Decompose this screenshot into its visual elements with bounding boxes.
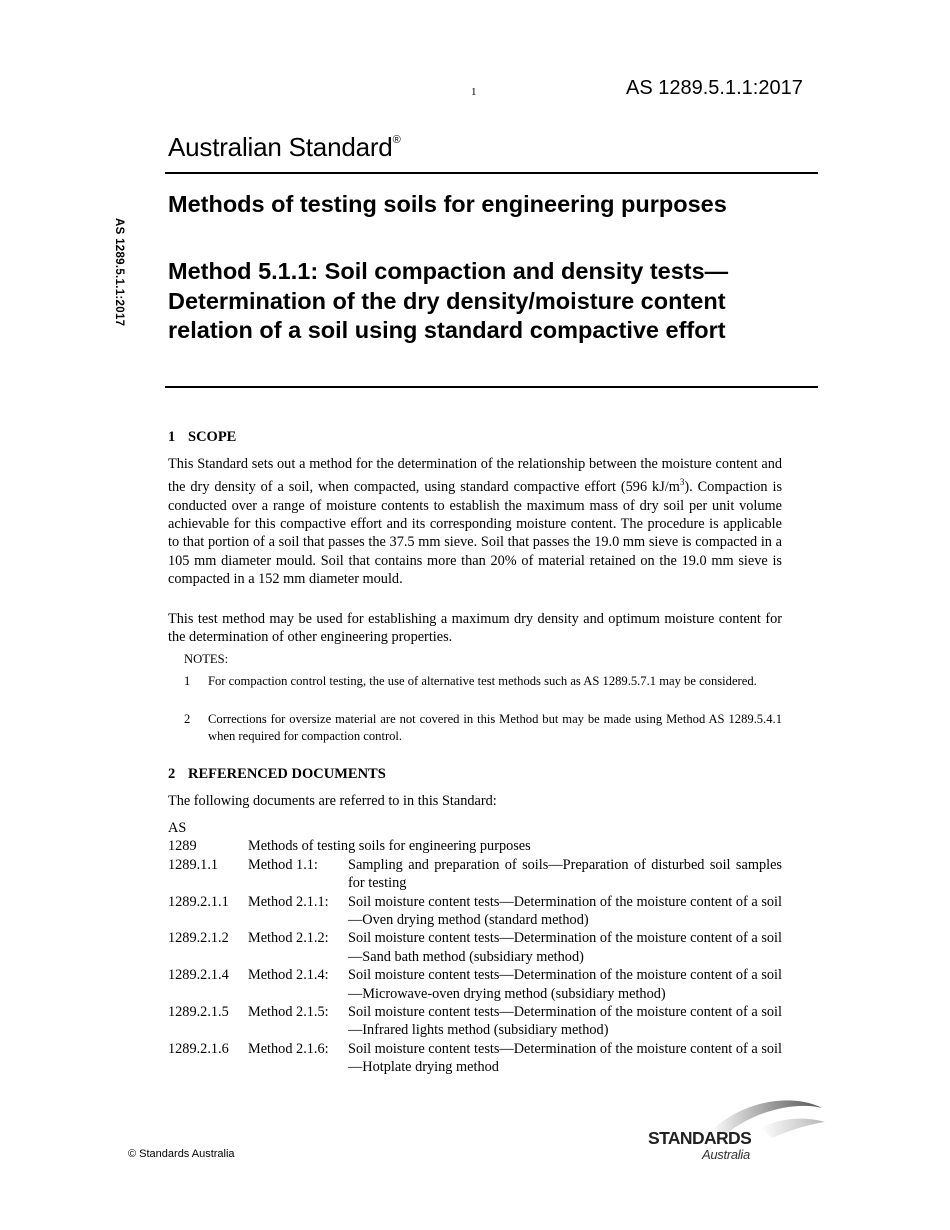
- note-item: [184, 711, 782, 746]
- standards-australia-logo: [640, 1094, 830, 1166]
- logo-wordmark: STANDARDS: [648, 1128, 752, 1148]
- section-heading-scope: [168, 429, 236, 446]
- reference-title: Soil moisture content tests—Determination of the moisture content of a soil—Oven drying method (standard method): [348, 893, 782, 929]
- references-list: [168, 819, 782, 1077]
- document-title: Methods of testing soils for engineering purposes: [168, 191, 727, 217]
- section-title: SCOPE: [188, 429, 237, 445]
- reference-code: 1289.2.1.6: [168, 1040, 229, 1057]
- reference-method: Method 2.1.5:: [248, 1004, 329, 1021]
- reference-row: [168, 856, 782, 893]
- reference-code: 1289.2.1.4: [168, 967, 229, 984]
- scope-text-b: ). Compaction is conducted over a range of moisture contents to establish the maximum mass of dry soil per unit volume achievable for this compactive effort and its corresponding moisture content. The procedure is applicable to that portion of a soil that passes the 37.5 mm sieve. Soil that passes the 19.0 mm sieve is compacted in a 105 mm diameter mould. Soil that contains more than 20% of material retained on the 19.0 mm sieve is compacted in a 152 mm diameter mould.: [168, 479, 783, 588]
- title-rule-bottom: [165, 386, 818, 388]
- note-text: For compaction control testing, the use of alternative test methods such as AS 1289.5.7.1 may be considered.: [208, 674, 757, 688]
- reference-title: Soil moisture content tests—Determination of the moisture content of a soil—Infrared lights method (subsidiary method): [348, 1004, 782, 1039]
- reference-code: 1289.2.1.2: [168, 930, 229, 947]
- reference-title: Sampling and preparation of soils—Preparation of disturbed soil samples for testing: [348, 856, 782, 892]
- copyright-notice: © Standards Australia: [128, 1148, 235, 1160]
- reference-title: Soil moisture content tests—Determination of the moisture content of a soil—Microwave-oven drying method (subsidiary method): [348, 967, 782, 1002]
- reference-method: Method 2.1.2:: [248, 930, 329, 947]
- reference-row: [168, 929, 782, 966]
- reference-method: Method 2.1.4:: [248, 967, 329, 984]
- note-number: 2: [184, 712, 191, 726]
- scope-paragraph-2: This test method may be used for establishing a maximum dry density and optimum moisture content for the determination of other engineering properties.: [168, 611, 782, 646]
- reference-row: [168, 966, 782, 1003]
- references-intro: The following documents are referred to in this Standard:: [168, 793, 497, 809]
- reference-row: [168, 1003, 782, 1040]
- reference-code: 1289: [168, 838, 197, 855]
- superscript: 3: [679, 477, 685, 488]
- reference-method: Method 2.1.1:: [248, 893, 329, 910]
- reference-method: Method 1.1:: [248, 856, 318, 873]
- section-number: 1: [168, 429, 176, 445]
- title-rule-top: [165, 172, 818, 174]
- reference-title: Soil moisture content tests—Determination of the moisture content of a soil—Sand bath method (subsidiary method): [348, 930, 782, 965]
- reference-method: Methods of testing soils for engineering purposes: [248, 838, 531, 855]
- reference-method: Method 2.1.6:: [248, 1040, 329, 1057]
- scope-text-a: This Standard sets out a method for the determination of the relationship between the moisture content and the dry density of a soil, when compacted, using standard compactive effort (596 kJ/m: [168, 456, 782, 496]
- logo-subtitle: Australia: [702, 1147, 750, 1162]
- scope-paragraph-1: [168, 455, 782, 589]
- brand-title: [168, 132, 400, 163]
- notes-label: NOTES:: [184, 652, 229, 666]
- series-label: AS: [168, 820, 187, 836]
- section-heading-references: [168, 766, 386, 783]
- reference-row: [168, 1040, 782, 1077]
- note-item: [184, 673, 782, 690]
- registered-mark: ®: [392, 134, 401, 146]
- spine-code: AS 1289.5.1.1:2017: [113, 218, 125, 327]
- note-text: Corrections for oversize material are not covered in this Method but may be made using Method AS 1289.5.4.1 when required for compaction control.: [208, 712, 782, 744]
- reference-row: [168, 837, 782, 855]
- reference-code: 1289.1.1: [168, 856, 219, 873]
- document-code: AS 1289.5.1.1:2017: [626, 77, 803, 99]
- reference-row: [168, 893, 782, 930]
- note-number: 1: [184, 674, 191, 688]
- section-title: REFERENCED DOCUMENTS: [188, 766, 386, 782]
- section-number: 2: [168, 766, 176, 782]
- page-number: 1: [471, 86, 477, 98]
- reference-code: 1289.2.1.5: [168, 1004, 229, 1021]
- method-title: Method 5.1.1: Soil compaction and density tests—Determination of the dry density/moisture content relation of a soil using standard compactive effort: [168, 258, 729, 343]
- reference-code: 1289.2.1.1: [168, 893, 229, 910]
- brand-title-text: Australian Standard: [168, 132, 393, 162]
- reference-title: Soil moisture content tests—Determination of the moisture content of a soil—Hotplate drying method: [348, 1040, 782, 1076]
